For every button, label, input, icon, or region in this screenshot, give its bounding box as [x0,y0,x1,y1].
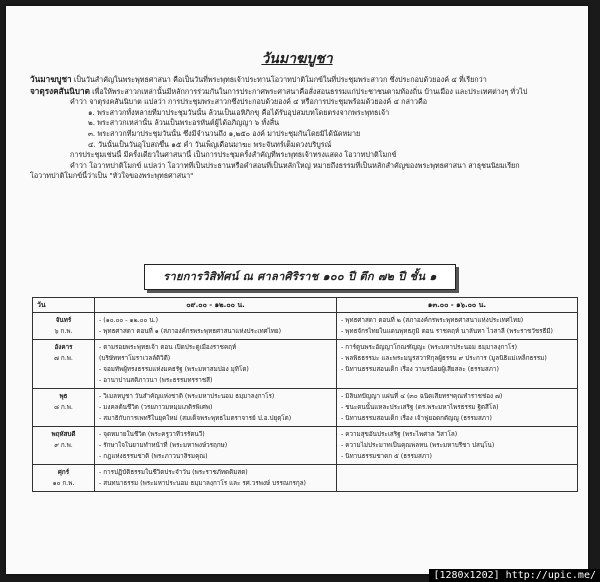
day-cell [33,427,95,465]
program-item: - นิทานธรรมชาดก ๕ (ธรรมสภา) [341,453,433,460]
day-cell [33,313,95,340]
afternoon-cell [337,313,578,340]
program-item: - การ์ตูนพระอัญญาโกณฑัญญะ (พระมหาประนอม ธมฺมาลงฺกาโร) [341,344,518,351]
program-item: (บริษัททราโมราเวลล์ติวิดี) [99,355,171,362]
table-row [33,389,578,427]
document-page [6,6,588,574]
intro-text [30,74,575,182]
day-date: ๙ ก.พ. [54,442,73,449]
table-row [33,465,578,492]
morning-cell [95,340,337,389]
intro-line: วันมาฆบูชา เป็นวันสำคัญในพระพุทธศาสนา คือเป็นวันที่พระพุทธเจ้าประทานโอวาทปาติโมกข์ในที่ประชุมพระสาวก ซึ่งประกอบด้วยองค์ ๔ ที่เรียกว่า [30,74,487,84]
program-item: - พุทธศาสดา ตอนที่ ๑ (สภาองค์กรพระพุทธศาสนาแห่งประเทศไทย) [99,328,282,335]
program-item: - นิทานธรรมสอนเด็ก เรื่อง เจ้าฟูยอดกตัญญู (ธรรมสภา) [341,415,492,422]
schedule-banner: รายการวิสิทัศน์ ณ ศาลาศิริราช ๑๐๐ ปี ตึก ๗๒ ปี ชั้น ๑ [144,264,456,290]
intro-line: คำว่า จาตุรงคสันนิบาต แปลว่า การประชุมพระสาวกซึ่งประกอบด้วยองค์ ๔ หรือการประชุมพร้อมด้วยองค์ ๔ กล่าวคือ [70,97,428,107]
morning-cell [95,427,337,465]
intro-line: คำว่า โอวาทปาติโมกข์ แปลว่า โอวาทที่เป็นประธานหรือคำสอนที่เป็นหลักใหญ่ หมายถึงธรรมที่เป็นหลักสำคัญของพระพุทธศาสนา สาธุชนนิยมเรียก [70,160,520,170]
table-row [33,340,578,389]
afternoon-cell [337,389,578,427]
program-item [341,478,573,489]
program-item: - มิลินทปัญญา แผ่นที่ ๔ (๓๐ ฉนิดเสียทรฯคุณทำราชช่อง ๗) [341,393,503,400]
intro-line: จาตุรงคสันนิบาต เพื่อให้พระสาวกเหล่านั้นมีหลักการร่วมกันในการประกาศพระศาสนาคือสั่งสอนธรรมแก่ประชาชนตามท้องถิ่น บ้านเมือง และประเทศต่างๆ ทั่วไป [30,85,528,96]
intro-line: ๔. วันนั้นเป็นวันอุโบสถขึ้น ๑๕ ค่ำ วันเพ็ญเดือนมาฆะ พระจันทร์เต็มดวงบริบูรณ์ [88,139,332,149]
program-item: - มงคลต้นชีวิต (วรยภาวมหมฺมเภติรพิเศพ) [99,404,213,411]
day-date: ๗ ก.พ. [54,355,73,362]
table-row [33,427,578,465]
day-date: ๖ ก.พ. [54,328,73,335]
page-title: วันมาฆบูชา [261,51,333,67]
day-name: จันทร์ [55,317,72,324]
day-date: ๑๐ ก.พ. [52,480,75,487]
program-item: - วิเมลหบูชา วันสำคัญแห่งชาติ (พระมหาประนอม ธมฺมาลงฺกาโร) [99,393,275,400]
program-item: - สมาธิกับการเพทรีในยุคใหม่ (สมเด็จพระพุทธไมตราจารย์ ป.อ.ปยุตฺโต) [99,415,292,422]
intro-line: ๒. พระสาวกเหล่านั้น ล้วนเป็นพระอรหันต์ผู้ได้อภิญญา ๖ ทั้งสิ้น [88,118,280,128]
header-day: วัน [33,298,95,313]
program-item: - พุทธจักรไทยในแดนพุทธภูมิ ตอน ราชคฤห์ นาลันทา ไวสาลี (พระราชวัชรธีมี) [341,328,553,335]
day-cell [33,340,95,389]
program-item: - จุดหมายในชีวิต (พระครูวาทีวรรัตนวี) [99,431,205,438]
afternoon-cell [337,427,578,465]
day-cell [33,465,95,492]
program-item: - (๑๐.๐๐ - ๑๒.๐๐ น.) [99,317,159,324]
day-name: ศุกร์ [57,469,70,476]
afternoon-cell [337,340,578,389]
program-item: - อานาปานสติภาวนา (พระธรรมทรราชสี) [99,377,213,384]
intro-line: ๓. พระสาวกที่มาประชุมวันนั้น ซึ่งมีจำนวนถึง ๑,๒๕๐ องค์ มาประชุมกันโดยมิได้นัดหมาย [88,128,361,138]
program-item: - สนทนาธรรม (พระมหาประนอม ธมฺมาลงฺกาโร และ รศ.วรพงษ์ บรรณกรกุล) [99,480,307,487]
program-item [341,467,573,478]
watermark: [1280x1202] http://upic.me/ [429,569,600,582]
schedule-table [32,297,578,492]
program-item: - พลพิธธรรมะ และพระมนูรสวาทิกุลผู้ธรรม ๙ ประการ (มูลนิธิแม่เหล็กธรรม) [341,355,547,362]
morning-cell [95,389,337,427]
program-item: - ความไม่ประมาทเป็นคุณพลหน (พระมหาบรีชา ปสนฺโน) [341,442,495,449]
program-item: - ตามรอยพระพุทธเจ้า ตอน เปิดประตูเมืองราชคฤห์ [99,344,237,351]
day-cell [33,389,95,427]
day-date: ๘ ก.พ. [54,404,73,411]
day-name: พุธ [59,393,68,400]
program-item: - นิทานธรรมสอนเด็ก เรื่อง วานรน้อยผู้เสียสละ (ธรรมสภา) [341,366,499,373]
intro-line: ๑. พระสาวกทั้งหลายที่มาประชุมวันนั้น ล้วนเป็นเอหิภิกขุ คือได้รับอุปสมบทโดยตรงจากพระพุทธเจ้า [88,107,390,117]
afternoon-cell [337,465,578,492]
morning-cell [95,465,337,492]
header-afternoon: ๑๓.๐๐ - ๑๖.๐๐ น. [337,298,578,313]
table-header-row [33,298,578,313]
program-item: - กฎแห่งธรรมชาติ (พระภาวนาสิรมคุณ) [99,453,208,460]
program-item: - จอมทัพผู้ทรงธรรมแห่งมคธรัฐ (พระมหาสมปอง มุทิโต) [99,366,249,373]
day-name: อังคาร [54,344,73,351]
program-item: - การปฏิบัติธรรมในชีวิตประจำวัน (พระราชภัทดดิมสต) [99,469,248,476]
table-row [33,313,578,340]
program-item: - พุทธศาสดา ตอนที่ ๒ (สภาองค์กรพระพุทธศาสนาแห่งประเทศไทย) [341,317,524,324]
program-item: - ชนะตนนั้นแหละประเสริฐ (ดร.พระมหาไพรธรรม ฐิตสีโล) [341,404,499,411]
program-item: - รักษาใจในยามทำหน้าที่ (พระมหาพงษ์วรฤกษ) [99,442,228,449]
morning-cell [95,313,337,340]
intro-line: โอวาทปาติโมกข์นี้ว่าเป็น "หัวใจของพระพุทธศาสนา" [30,171,194,181]
header-morning: ๐๙.๐๐ - ๑๒.๐๐ น. [95,298,337,313]
program-item: - ความสุขอันประเสริฐ (พระไพศาล วิสาโล) [341,431,458,438]
intro-line: การประชุมเช่นนี้ มีครั้งเดียวในศาสนานี้ เป็นการประชุมครั้งสำคัญที่พระพุทธเจ้าทรงแสดง โอวาทปาติโมกข์ [70,150,397,160]
day-name: พฤหัสบดี [51,431,76,438]
